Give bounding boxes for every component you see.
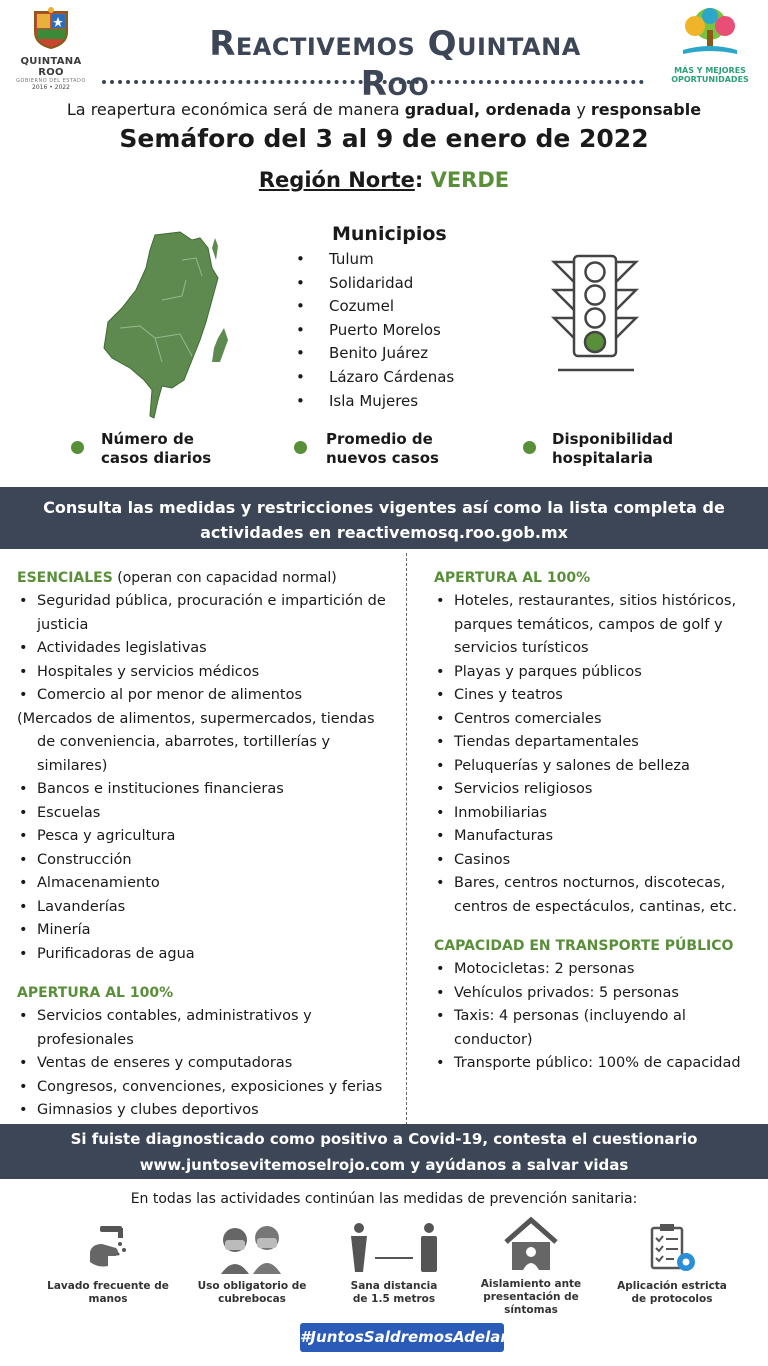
consulta-banner [0,487,768,549]
prevention-caption [606,1280,738,1306]
list-item: • Almacenamiento [17,872,397,896]
prevention-item [40,1222,176,1306]
list-item: • Playas y parques públicos [434,661,754,685]
esenciales-list [17,590,397,966]
list-item: • Minería [17,919,397,943]
list-item: • Servicios contables, administrativos y profesionales [17,1005,397,1052]
caption-line: Sana distancia [350,1280,438,1292]
prevention-item [330,1222,458,1306]
title-divider [102,80,644,84]
logo-years: 2016 • 2022 [32,84,70,91]
indicator-hospital [552,430,673,468]
column-divider [406,553,407,1125]
right-column [434,566,754,1076]
esenciales-heading [17,566,397,590]
subtitle-bold2: responsable [590,100,702,119]
prevention-caption [330,1280,458,1306]
header [0,0,768,104]
caption-line: Uso obligatorio de [197,1280,307,1292]
indicator-line2: nuevos casos [326,449,439,467]
list-item: • Peluquerías y salones de belleza [434,755,754,779]
apertura-left-list [17,1005,397,1123]
indicator-dot-green [71,441,84,454]
list-item: • Transporte público: 100% de capacidad [434,1052,754,1076]
indicator-daily-cases [101,430,211,468]
list-item: • Gimnasios y clubes deportivos [17,1099,397,1123]
prevention-item [606,1222,738,1306]
municipio-item: • Benito Juárez [296,342,454,366]
list-item: • Escuelas [17,802,397,826]
caption-line: Lavado frecuente de [47,1280,169,1292]
indicator-dot-green [523,441,536,454]
prevention-item [186,1222,318,1306]
list-item: • Vehículos privados: 5 personas [434,982,754,1006]
list-item: • Bares, centros nocturnos, discotecas, centros de espectáculos, cantinas, etc. [434,872,754,919]
municipio-item: • Puerto Morelos [296,319,454,343]
coat-of-arms-icon [31,6,71,50]
municipio-item: • Cozumel [296,295,454,319]
list-item: • Centros comerciales [434,708,754,732]
banner-line2: www.juntosevitemoselrojo.com y ayúdanos a salvar vidas [139,1156,629,1174]
apertura-left-title: APERTURA AL 100% [17,985,174,1001]
page-title: Reactivemos Quintana Roo [209,24,581,104]
municipios-title: Municipios [332,223,447,245]
list-item: • Casinos [434,849,754,873]
indicator-line1: Disponibilidad [552,430,674,448]
list-item: • Pesca y agricultura [17,825,397,849]
list-item: • Ventas de enseres y computadoras [17,1052,397,1076]
banner-line2: actividades en reactivemosq.roo.gob.mx [200,523,568,542]
subtitle-bold: gradual, ordenada [404,100,572,119]
indicator-dot-green [294,441,307,454]
region-map-icon [100,230,250,420]
hashtag-badge: #JuntosSaldremosAdelante [300,1323,504,1352]
list-item: • Purificadoras de agua [17,943,397,967]
caption-line: de protocolos [631,1293,713,1305]
banner-line1: Si fuiste diagnosticado como positivo a Covid-19, contesta el cuestionario [70,1130,698,1148]
indicator-line1: Promedio de [326,430,433,448]
municipio-item: • Lázaro Cárdenas [296,366,454,390]
tree-icon [675,6,745,58]
logo-line2: OPORTUNIDADES [671,75,749,84]
covid-banner [0,1124,768,1179]
indicator-line1: Número de [101,430,194,448]
list-item: • Lavanderías [17,896,397,920]
list-item: • Manufacturas [434,825,754,849]
subtitle-text: La reapertura económica será de manera [66,100,405,119]
region-label: Región Norte [258,168,415,192]
caption-line: manos [88,1293,128,1305]
logo-state-name: QUINTANA ROO [20,56,82,78]
caption-line: presentación de [483,1291,579,1303]
prevention-caption [40,1280,176,1306]
region-status [0,168,768,192]
list-item: • Construcción [17,849,397,873]
caption-line: cubrebocas [218,1293,286,1305]
transporte-list [434,958,754,1076]
caption-line: de 1.5 metros [352,1293,436,1305]
region-status-value: VERDE [430,168,510,192]
list-item: • Motocicletas: 2 personas [434,958,754,982]
apertura-right-title: APERTURA AL 100% [434,570,591,586]
reopening-statement [0,100,768,119]
indicator-new-cases [326,430,439,468]
esenciales-title: ESENCIALES [17,570,113,586]
distance-icon [347,1222,441,1274]
prevention-caption [466,1278,596,1317]
municipios-list [296,248,454,413]
isolation-icon [502,1216,560,1272]
indicator-line2: hospitalaria [552,449,654,467]
list-item: • Congresos, convenciones, exposiciones y ferias [17,1076,397,1100]
prevention-item [466,1216,596,1317]
prevention-caption [186,1280,318,1306]
banner-line1: Consulta las medidas y restricciones vigentes así como la lista completa de [43,498,725,517]
traffic-light-icon [548,250,640,376]
logo-line1: MÁS Y MEJORES [674,66,746,75]
esenciales-note: (operan con capacidad normal) [112,570,337,586]
state-government-logo [6,6,96,91]
list-item: • Servicios religiosos [434,778,754,802]
protocol-icon [646,1222,698,1274]
list-note: (Mercados de alimentos, supermercados, tiendas de conveniencia, abarrotes, tortillerías y similares) [17,710,375,774]
list-item: • Tiendas departamentales [434,731,754,755]
municipio-item: • Tulum [296,248,454,272]
prevention-intro: En todas las actividades continúan las medidas de prevención sanitaria: [130,1191,638,1207]
list-item: • Actividades legislativas [17,637,397,661]
apertura-right-list [434,590,754,919]
region-separator: : [414,168,431,192]
list-item: • Hospitales y servicios médicos [17,661,397,685]
left-column [17,566,397,1123]
logo-subtitle: GOBIERNO DEL ESTADO [16,78,86,84]
oportunidades-logo [664,6,756,88]
list-item: • Taxis: 4 personas (incluyendo al conductor) [434,1005,754,1052]
caption-line: Aplicación estricta [617,1280,727,1292]
list-item: • Cines y teatros [434,684,754,708]
caption-line: Aislamiento ante [480,1278,582,1290]
list-item: • Seguridad pública, procuración e impartición de justicia [17,590,397,637]
subtitle-mid: y [571,100,591,119]
municipio-item: • Solidaridad [296,272,454,296]
list-item: • Inmobiliarias [434,802,754,826]
caption-line: síntomas [504,1304,558,1316]
transporte-title: CAPACIDAD EN TRANSPORTE PÚBLICO [434,938,734,954]
municipio-item: • Isla Mujeres [296,390,454,414]
list-item: • Bancos e instituciones financieras [17,778,397,802]
list-item: • Hoteles, restaurantes, sitios históricos, parques temáticos, campos de golf y servicios turísticos [434,590,754,661]
list-item: • Comercio al por menor de alimentos [17,684,397,708]
mask-icon [217,1222,287,1274]
indicator-line2: casos diarios [101,449,212,467]
handwash-icon [82,1222,134,1274]
semaforo-dates: Semáforo del 3 al 9 de enero de 2022 [119,124,649,153]
